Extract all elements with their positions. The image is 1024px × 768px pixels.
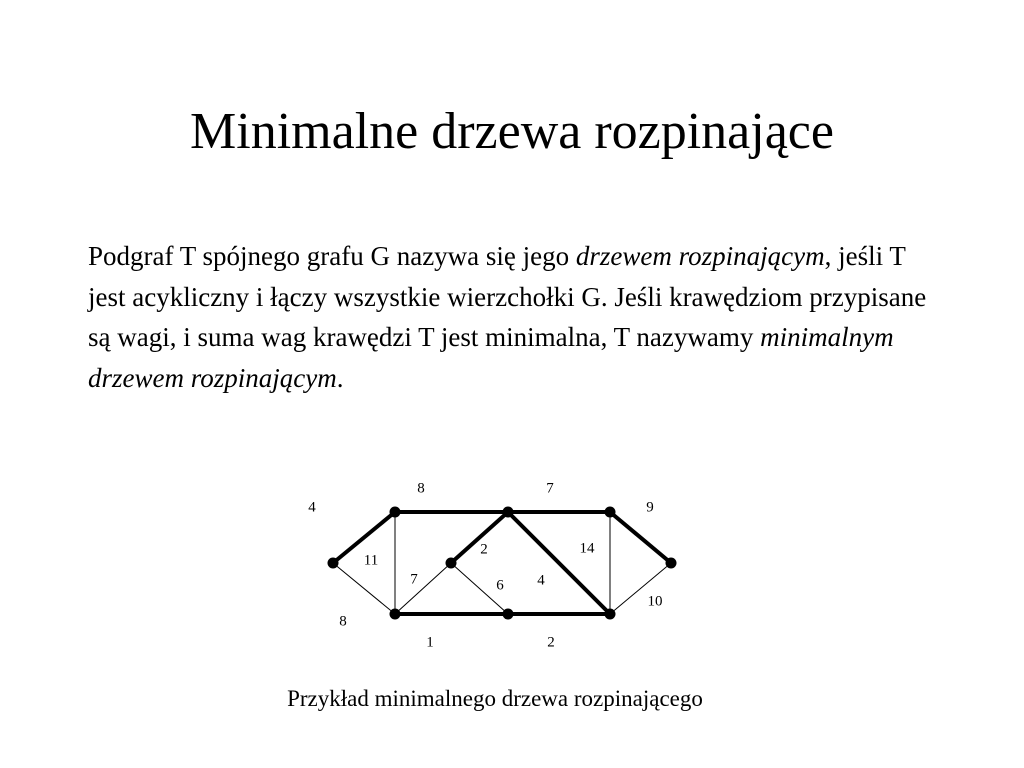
- graph-node-h: [390, 609, 401, 620]
- graph-node-i: [446, 558, 457, 569]
- edge-weight-a-b: 4: [308, 499, 316, 516]
- graph-node-e: [666, 558, 677, 569]
- paragraph-text: , jeśli T jest acykliczny i łączy wszystkie wierzchołki G. Jeśli krawędziom przypisane są wagi, i suma wag krawędzi T jest minimalna, T nazywamy: [88, 241, 927, 352]
- edge-weight-e-f: 10: [647, 593, 663, 610]
- graph-node-a: [328, 558, 339, 569]
- edge-weight-c-d: 7: [546, 480, 554, 497]
- graph-node-b: [390, 507, 401, 518]
- figure-caption: Przykład minimalnego drzewa rozpinającego: [287, 686, 703, 711]
- edge-i-h: [395, 563, 451, 614]
- edge-weight-g-f: 2: [547, 634, 555, 651]
- paragraph-text: Podgraf T spójnego grafu G nazywa się jego: [88, 241, 576, 271]
- edge-weight-c-f: 4: [537, 572, 545, 589]
- emphasized-term: drzewem rozpinającym: [575, 241, 825, 271]
- graph-node-c: [503, 507, 514, 518]
- emphasized-term: minimalnym drzewem rozpinającym: [88, 322, 894, 393]
- edge-weight-c-i: 2: [480, 541, 488, 558]
- edge-weight-d-f: 14: [579, 540, 595, 557]
- graph-edges: [333, 512, 671, 614]
- tree-edge-d-e: [610, 512, 671, 563]
- edge-weight-b-c: 8: [417, 480, 425, 497]
- edge-weight-labels: [308, 480, 662, 650]
- paragraph-text: .: [336, 362, 344, 393]
- edge-weight-a-h: 8: [339, 613, 347, 630]
- edge-weight-h-g: 1: [426, 634, 434, 651]
- edge-weight-i-h: 7: [410, 571, 418, 588]
- tree-edge-c-f: [508, 512, 610, 614]
- edge-weight-b-h: 11: [363, 552, 379, 569]
- edge-a-h: [333, 563, 395, 614]
- graph-node-f: [605, 609, 616, 620]
- graph-node-g: [503, 609, 514, 620]
- edge-weight-i-g: 6: [496, 577, 504, 594]
- edge-weight-d-e: 9: [646, 499, 654, 516]
- slide-title: Minimalne drzewa rozpinające: [190, 103, 834, 160]
- graph-node-d: [605, 507, 616, 518]
